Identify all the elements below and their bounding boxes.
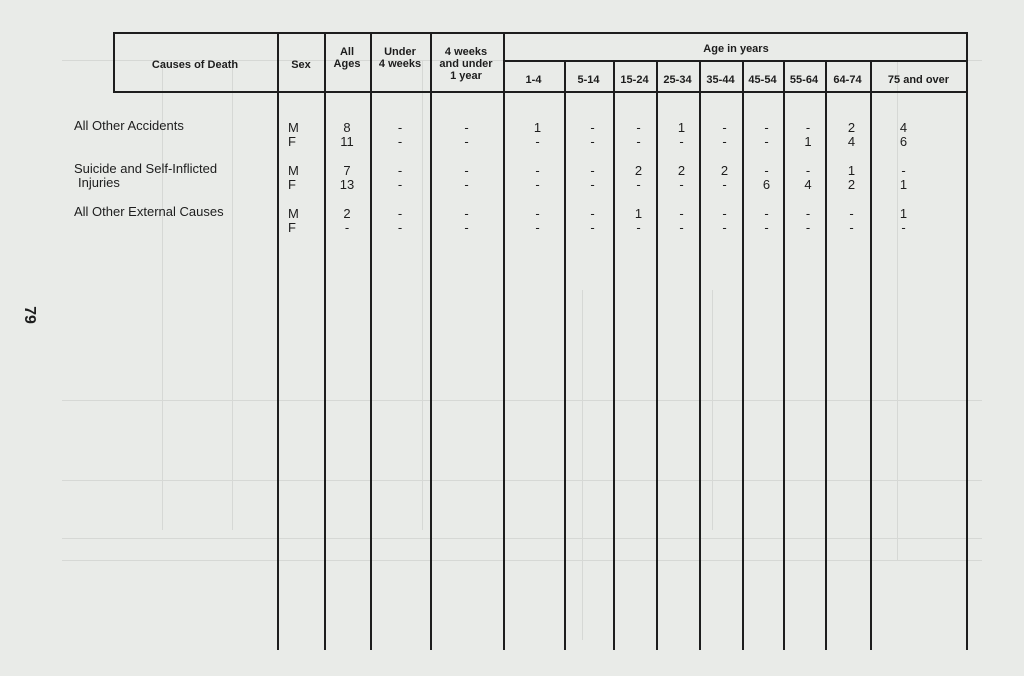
header-all-ages: All Ages [333, 46, 361, 70]
column-rule [564, 61, 566, 650]
age-group-value: 1 [804, 134, 812, 149]
age-group-value: - [679, 177, 684, 192]
cause-label: All Other External Causes [74, 204, 224, 219]
age-group-value: - [722, 177, 727, 192]
age-group-header: 15-24 [620, 74, 649, 86]
column-rule [656, 61, 658, 650]
all-ages-value: 11 [340, 134, 354, 149]
age-group-value: 4 [804, 177, 812, 192]
age-group-value: - [805, 163, 811, 178]
age-group-value: - [590, 134, 595, 149]
column-rule [324, 32, 326, 650]
age-group-value: 1 [847, 163, 856, 178]
header-4-weeks-under-1-year: 4 weeks and under 1 year [439, 46, 493, 82]
column-rule [870, 61, 872, 650]
age-group-value: - [901, 163, 906, 178]
4-weeks-under-1-year-value: - [464, 120, 469, 135]
age-group-value: - [535, 220, 540, 235]
4-weeks-under-1-year-value: - [464, 163, 469, 178]
all-ages-value: 2 [343, 206, 351, 221]
age-group-value: 2 [720, 163, 729, 178]
age-group-value: - [764, 220, 769, 235]
cause-label: All Other Accidents [74, 118, 184, 133]
table-right-rule [966, 32, 968, 650]
age-group-value: 2 [677, 163, 686, 178]
all-ages-value: 7 [343, 163, 351, 178]
age-group-header: 64-74 [833, 74, 862, 86]
header-bottom-rule [113, 91, 968, 93]
age-group-value: - [805, 220, 811, 235]
column-rule [613, 61, 615, 650]
column-rule [277, 32, 279, 650]
age-group-value: 1 [899, 177, 908, 192]
age-group-value: - [805, 120, 811, 135]
sex-value: M [288, 163, 299, 178]
age-group-header: 35-44 [706, 74, 735, 86]
header-age-in-years: Age in years [703, 43, 769, 55]
all-ages-value: 13 [339, 177, 355, 192]
cause-label: Suicide and Self-Inflicted [74, 161, 218, 176]
age-group-value: 2 [847, 120, 856, 135]
age-group-value: - [636, 120, 641, 135]
age-group-value: - [535, 177, 540, 192]
age-group-value: - [722, 206, 727, 221]
age-group-value: 1 [533, 120, 542, 135]
under-4-weeks-value: - [397, 134, 403, 149]
column-rule [783, 61, 785, 650]
age-group-value: - [764, 206, 769, 221]
under-4-weeks-value: - [397, 177, 403, 192]
age-group-value: - [764, 134, 769, 149]
4-weeks-under-1-year-value: - [464, 177, 469, 192]
age-group-value: 6 [762, 177, 771, 192]
age-group-value: - [590, 177, 595, 192]
age-group-value: - [764, 120, 769, 135]
page-number: 79 [20, 306, 38, 324]
age-group-value: - [535, 206, 540, 221]
header-sex: Sex [291, 59, 311, 71]
sex-value: M [288, 206, 299, 221]
age-group-value: 6 [899, 134, 908, 149]
age-group-value: 1 [634, 206, 643, 221]
under-4-weeks-value: - [397, 206, 403, 221]
age-group-value: 4 [847, 134, 856, 149]
under-4-weeks-value: - [397, 220, 403, 235]
age-group-value: - [636, 134, 641, 149]
header-causes: Causes of Death [151, 59, 239, 71]
4-weeks-under-1-year-value: - [464, 206, 469, 221]
4-weeks-under-1-year-value: - [464, 220, 469, 235]
age-group-value: - [764, 163, 769, 178]
age-group-value: - [849, 206, 854, 221]
header-under-4-weeks: Under 4 weeks [378, 46, 422, 70]
column-rule [503, 32, 505, 650]
sex-value: F [288, 220, 296, 235]
age-group-value: - [636, 177, 641, 192]
age-group-value: - [849, 220, 854, 235]
column-rule [825, 61, 827, 650]
age-group-value: - [679, 206, 684, 221]
under-4-weeks-value: - [397, 120, 403, 135]
age-group-header: 55-64 [789, 74, 819, 86]
age-subheader-rule [503, 60, 968, 62]
age-group-value: 2 [847, 177, 856, 192]
age-group-value: 1 [899, 206, 908, 221]
age-group-header: 45-54 [748, 74, 777, 86]
age-group-value: - [679, 134, 684, 149]
age-group-value: - [535, 134, 540, 149]
age-group-value: - [590, 206, 595, 221]
age-group-header: 1-4 [525, 74, 542, 86]
age-group-value: - [590, 120, 595, 135]
age-group-value: 1 [677, 120, 686, 135]
sex-value: M [288, 120, 299, 135]
age-group-value: - [722, 120, 727, 135]
age-group-value: - [722, 220, 727, 235]
under-4-weeks-value: - [397, 163, 403, 178]
age-group-value: - [901, 220, 906, 235]
age-group-value: 2 [634, 163, 643, 178]
age-group-value: - [590, 163, 595, 178]
table-top-rule [113, 32, 968, 34]
age-group-value: 4 [899, 120, 908, 135]
age-group-header: 5-14 [577, 74, 600, 86]
age-group-value: - [722, 134, 727, 149]
age-group-value: - [805, 206, 811, 221]
age-group-header: 75 and over [887, 74, 950, 86]
column-rule [742, 61, 744, 650]
age-group-header: 25-34 [663, 74, 692, 86]
column-rule [699, 61, 701, 650]
cause-label: Injuries [78, 175, 120, 190]
sex-value: F [288, 177, 296, 192]
sex-value: F [288, 134, 296, 149]
4-weeks-under-1-year-value: - [464, 134, 469, 149]
all-ages-value: 8 [343, 120, 351, 135]
age-group-value: - [636, 220, 641, 235]
age-group-value: - [535, 163, 540, 178]
age-group-value: - [679, 220, 684, 235]
all-ages-value: - [344, 220, 350, 235]
age-group-value: - [590, 220, 595, 235]
